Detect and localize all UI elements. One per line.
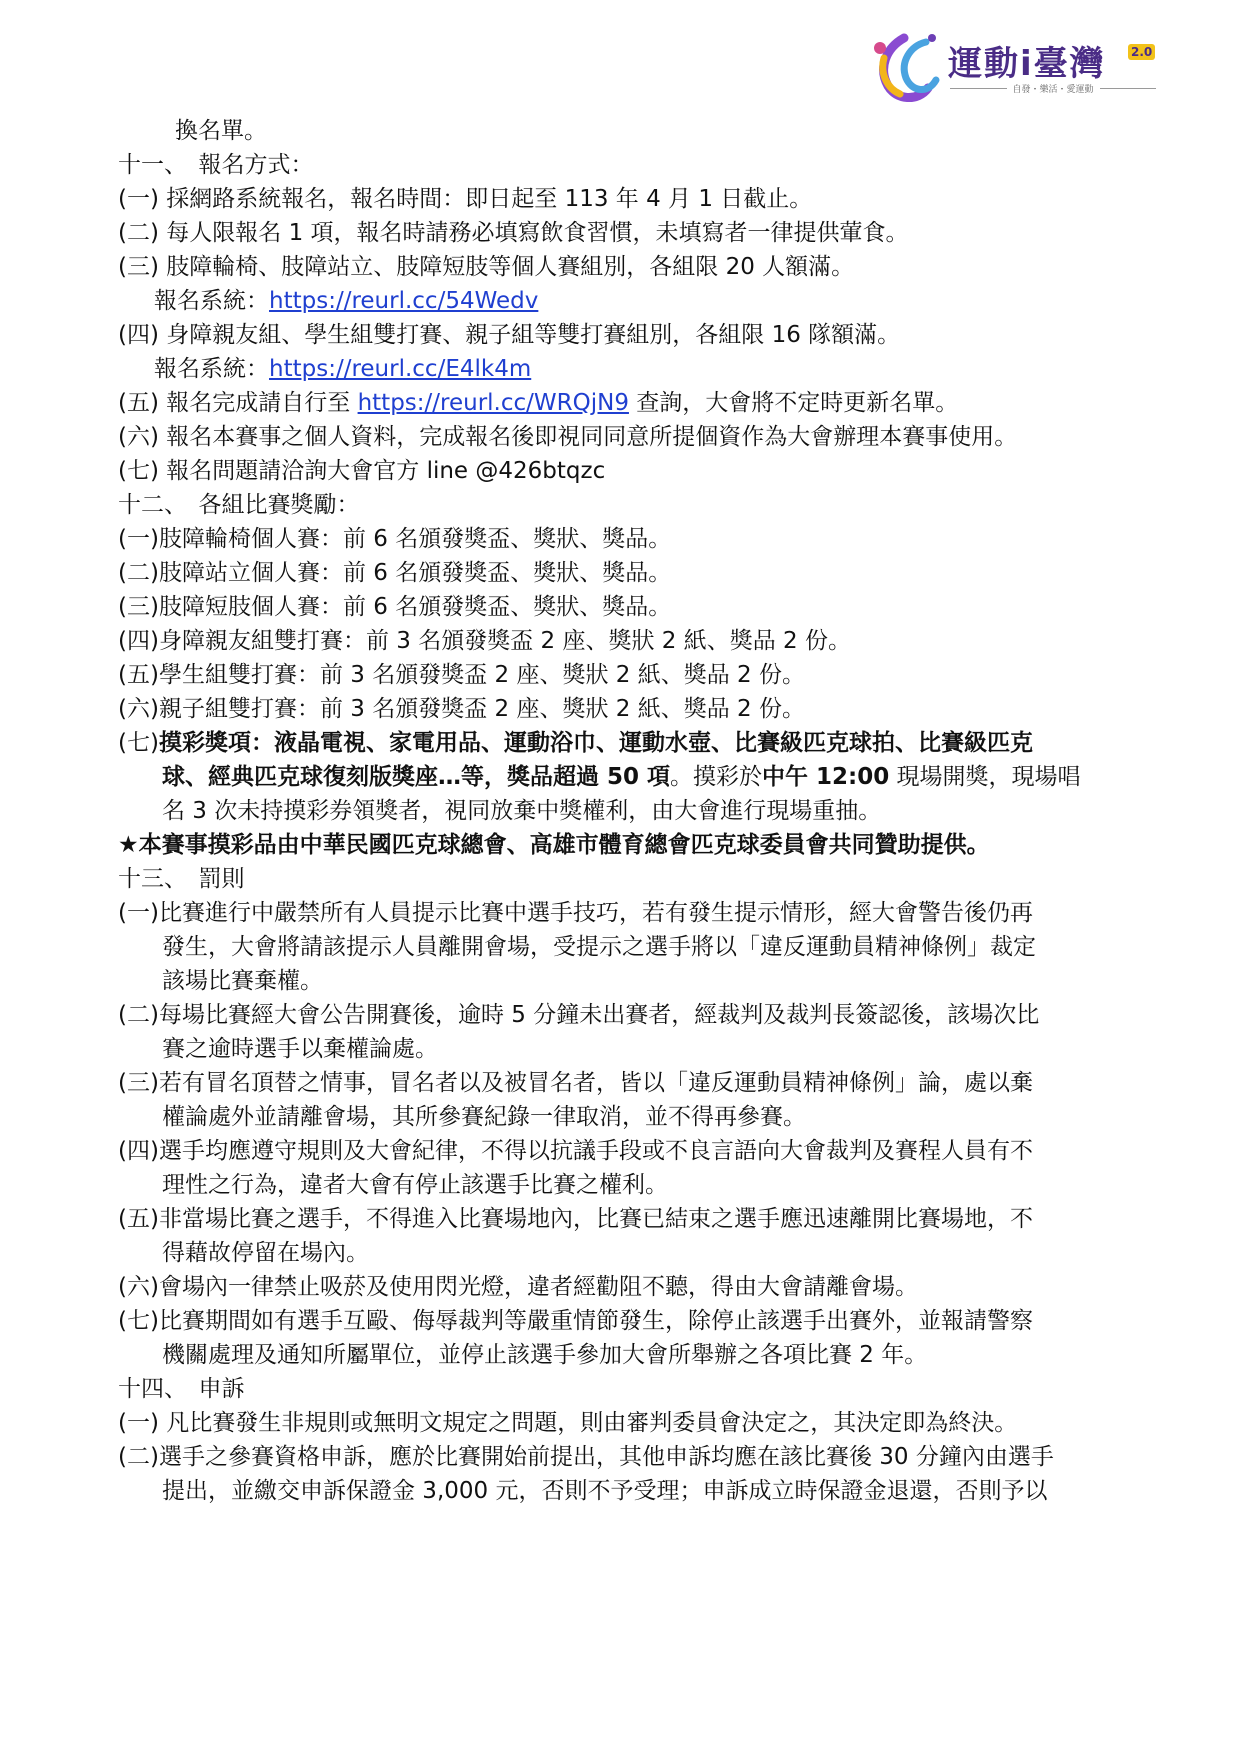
list-item: (四)選手均應遵守規則及大會紀律，不得以抗議手段或不良言語向大會裁判及賽程人員有不 — [118, 1138, 1033, 1164]
list-item-continuation: 理性之行為，違者大會有停止該選手比賽之權利。 — [162, 1172, 668, 1198]
list-item: (三) 肢障輪椅、肢障站立、肢障短肢等個人賽組別，各組限 20 人額滿。 — [118, 254, 855, 280]
list-item: (七)比賽期間如有選手互毆、侮辱裁判等嚴重情節發生，除停止該選手出賽外，並報請警察 — [118, 1308, 1033, 1334]
registration-line — [154, 284, 538, 318]
list-item-continuation — [162, 760, 1081, 794]
divider — [1100, 88, 1157, 89]
list-item-continuation: 發生，大會將請該提示人員離開會場，受提示之選手將以「違反運動員精神條例」裁定 — [162, 934, 1036, 960]
list-item — [118, 726, 1033, 760]
list-item: (一)比賽進行中嚴禁所有人員提示比賽中選手技巧，若有發生提示情形，經大會警告後仍再 — [118, 900, 1033, 926]
list-item: (一)肢障輪椅個人賽：前 6 名頒發獎盃、獎狀、獎品。 — [118, 526, 672, 552]
logo-mark-icon — [866, 28, 946, 112]
list-item: (六)會場內一律禁止吸菸及使用閃光燈，違者經勸阻不聽，得由大會請離會場。 — [118, 1274, 918, 1300]
logo-subtitle — [950, 82, 1156, 95]
list-item — [118, 386, 958, 420]
logo-title: 運動i臺灣 — [948, 44, 1106, 84]
list-item: (二) 每人限報名 1 項，報名時請務必填寫飲食習慣，未填寫者一律提供葷食。 — [118, 220, 909, 246]
list-item-continuation: 名 3 次未持摸彩券領獎者，視同放棄中獎權利，由大會進行現場重抽。 — [162, 798, 882, 824]
list-item: (一) 凡比賽發生非規則或無明文規定之問題，則由審判委員會決定之，其決定即為終決。 — [118, 1410, 1018, 1436]
list-item-marker: (七) — [118, 730, 159, 756]
list-item: (六) 報名本賽事之個人資料，完成報名後即視同同意所提個資作為大會辦理本賽事使用。 — [118, 424, 1018, 450]
list-item: (四) 身障親友組、學生組雙打賽、親子組等雙打賽組別，各組限 16 隊額滿。 — [118, 322, 901, 348]
logo — [866, 28, 1166, 112]
list-item-continuation: 提出，並繳交申訴保證金 3,000 元，否則不予受理；申訴成立時保證金退還，否則予以 — [162, 1478, 1048, 1504]
list-item-continuation: 該場比賽棄權。 — [162, 968, 323, 994]
divider — [950, 88, 1007, 89]
list-item: (五)學生組雙打賽：前 3 名頒發獎盃 2 座、獎狀 2 紙、獎品 2 份。 — [118, 662, 805, 688]
registration-link[interactable]: https://reurl.cc/54Wedv — [269, 288, 539, 314]
list-item-continuation: 得藉故停留在場內。 — [162, 1240, 369, 1266]
registration-label: 報名系統： — [154, 288, 269, 314]
list-item: (三)若有冒名頂替之情事，冒名者以及被冒名者，皆以「違反運動員精神條例」論，處以棄 — [118, 1070, 1033, 1096]
registration-label: 報名系統： — [154, 356, 269, 382]
list-item: (二)每場比賽經大會公告開賽後，逾時 5 分鐘未出賽者，經裁判及裁判長簽認後，該場次比 — [118, 1002, 1040, 1028]
list-item-text: 。摸彩於 — [670, 764, 763, 790]
logo-version-badge: 2.0 — [1128, 44, 1155, 60]
section-heading: 十三、 罰則 — [118, 866, 245, 892]
logo-subtitle-text: 自發・樂活・愛運動 — [1012, 85, 1094, 95]
list-item: (三)肢障短肢個人賽：前 6 名頒發獎盃、獎狀、獎品。 — [118, 594, 672, 620]
list-item-text: 查詢，大會將不定時更新名單。 — [628, 390, 959, 416]
section-heading: 十二、 各組比賽獎勵： — [118, 492, 360, 518]
list-item: (四)身障親友組雙打賽：前 3 名頒發獎盃 2 座、獎狀 2 紙、獎品 2 份。 — [118, 628, 851, 654]
list-item-continuation: 權論處外並請離會場，其所參賽紀錄一律取消，並不得再參賽。 — [162, 1104, 806, 1130]
list-item-bold-text: 摸彩獎項：液晶電視、家電用品、運動浴巾、運動水壺、比賽級匹克球拍、比賽級匹克 — [158, 730, 1033, 756]
list-item: (二)選手之參賽資格申訴，應於比賽開始前提出，其他申訴均應在該比賽後 30 分鐘內由選手 — [118, 1444, 1054, 1470]
list-item-bold-text: 球、經典匹克球復刻版獎座…等，獎品超過 50 項 — [162, 764, 671, 790]
sponsor-note: ★本賽事摸彩品由中華民國匹克球總會、高雄市體育總會匹克球委員會共同贊助提供。 — [118, 832, 990, 858]
registration-link[interactable]: https://reurl.cc/E4lk4m — [269, 356, 532, 382]
query-link[interactable]: https://reurl.cc/WRQjN9 — [357, 390, 629, 416]
list-item: (二)肢障站立個人賽：前 6 名頒發獎盃、獎狀、獎品。 — [118, 560, 672, 586]
section-heading: 十四、 申訴 — [118, 1376, 245, 1402]
paragraph-line: 換名單。 — [175, 118, 267, 144]
list-item: (七) 報名問題請洽詢大會官方 line @426btqzc — [118, 458, 606, 484]
list-item: (六)親子組雙打賽：前 3 名頒發獎盃 2 座、獎狀 2 紙、獎品 2 份。 — [118, 696, 805, 722]
registration-line — [154, 352, 531, 386]
list-item-continuation: 機關處理及通知所屬單位，並停止該選手參加大會所舉辦之各項比賽 2 年。 — [162, 1342, 928, 1368]
list-item-text: (五) 報名完成請自行至 — [118, 390, 358, 416]
section-heading: 十一、 報名方式： — [118, 152, 314, 178]
list-item: (一) 採網路系統報名，報名時間：即日起至 113 年 4 月 1 日截止。 — [118, 186, 813, 212]
list-item: (五)非當場比賽之選手，不得進入比賽場地內，比賽已結束之選手應迅速離開比賽場地，不 — [118, 1206, 1033, 1232]
list-item-continuation: 賽之逾時選手以棄權論處。 — [162, 1036, 438, 1062]
list-item-text: 現場開獎，現場唱 — [889, 764, 1081, 790]
list-item-bold-text: 中午 12:00 — [762, 764, 890, 790]
